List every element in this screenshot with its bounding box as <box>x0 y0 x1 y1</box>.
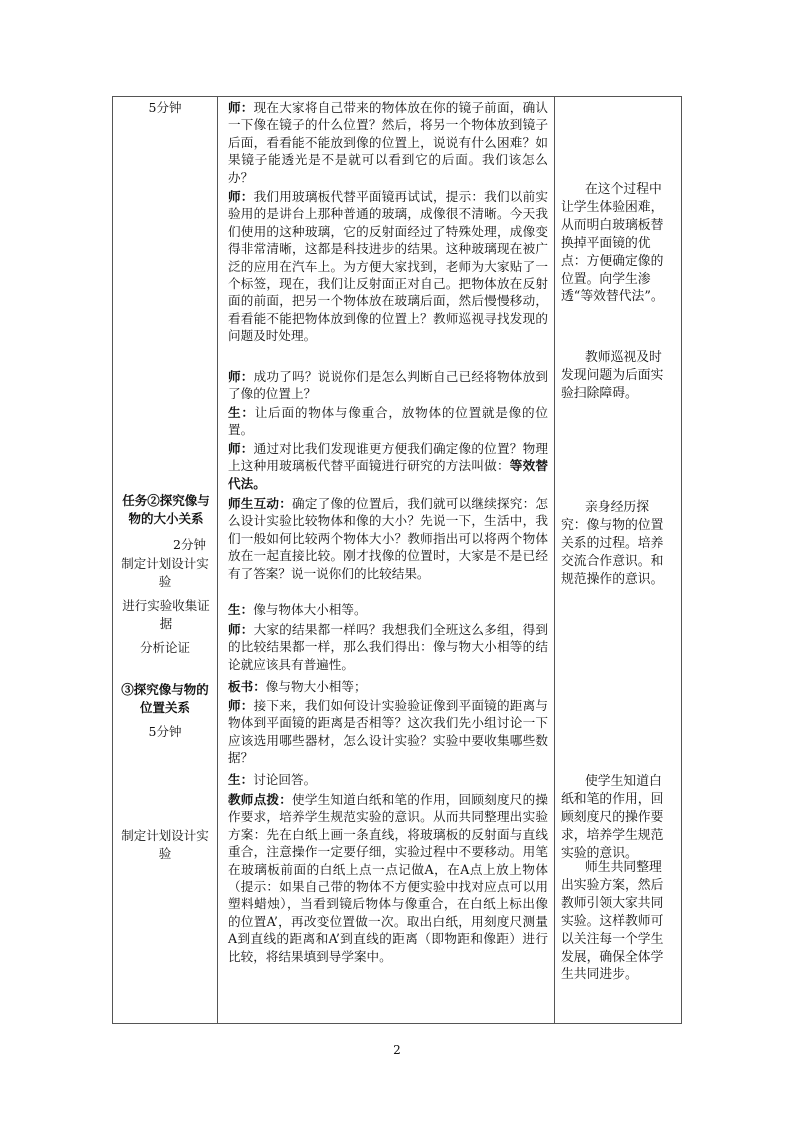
task2-heading: 任务②探究像与物的大小关系 <box>122 493 210 526</box>
intent-text: 使学生知道白纸和笔的作用，回顾刻度尺的操作要求，培养学生规范实验的意识。 <box>561 774 664 861</box>
paragraph-text: 大家的结果都一样吗？我想我们全班这么多组，得到的比较结果都一样，那么我们得出：像与物大小相等的结论就应该具有普遍性。 <box>228 622 549 672</box>
design-intent-column <box>555 97 682 1024</box>
speaker-label: 师： <box>228 698 254 713</box>
paragraph <box>228 601 548 618</box>
lesson-plan-table <box>112 96 682 1024</box>
paragraph-text: 像与物大小相等； <box>265 679 367 694</box>
intent-note <box>561 181 673 306</box>
paragraph <box>228 188 548 345</box>
term-bold: 等效替代法。 <box>228 458 549 491</box>
speaker-label: 生： <box>228 602 254 617</box>
speaker-label: 师： <box>228 189 254 204</box>
intent-text: 师生共同整理出实验方案，然后教师引领大家共同实验。这样教师可以关注每一个学生发展，确保全体学生共同进步。 <box>561 860 664 983</box>
step-design-2: 制定计划设计实验 <box>121 828 209 861</box>
paragraph-text: 让后面的物体与像重合，放物体的位置就是像的位置。 <box>228 405 549 438</box>
speaker-label: 生： <box>228 405 255 420</box>
time-label: 5分钟 <box>148 100 182 115</box>
paragraph <box>228 791 548 965</box>
task2-time: 2分钟 <box>173 537 206 552</box>
speaker-label: 板书： <box>228 679 266 694</box>
task3-time: 5分钟 <box>148 724 182 739</box>
page-number: 2 <box>393 1043 401 1057</box>
speaker-label: 师： <box>228 622 254 637</box>
paragraph <box>228 368 548 403</box>
speaker-label: 生： <box>228 772 254 787</box>
intent-text: 亲身经历探究：像与物的位置关系的过程。培养交流合作意识。和规范操作的意识。 <box>561 500 664 587</box>
paragraph-text: 通过对比我们发现谁更方便我们确定像的位置？物理上这种用玻璃板代替平面镜进行研究的方法叫做： <box>228 441 549 474</box>
intent-text: 在这个过程中让学生体验困难，从而明白玻璃板替换掉平面镜的优点：方便确定像的位置。向学生渗透“等效替代法”。 <box>561 182 664 305</box>
speaker-label: 师： <box>228 441 254 456</box>
paragraph-text: 现在大家将自己带来的物体放在你的镜子前面，确认一下像在镜子的什么位置？然后，将另一个物体放到镜子后面，看看能不能放到像的位置上，说说有什么困难？如果镜子能透光是不是就可以看到它的后面。我们该怎么办？ <box>228 100 549 185</box>
paragraph-text: 成功了吗？说说你们是怎么判断自己已经将物体放到了像的位置上？ <box>228 369 549 402</box>
paragraph-text: 讨论回答。 <box>253 772 317 787</box>
paragraph <box>228 697 548 767</box>
intent-note <box>561 349 673 403</box>
paragraph-text: 接下来，我们如何设计实验验证像到平面镜的距离与物体到平面镜的距离是否相等？这次我们先小组讨论一下应该选用哪些器材，怎么设计实验？实验中要收集哪些数据？ <box>228 698 549 766</box>
step-analyze: 分析论证 <box>139 640 190 655</box>
task3-heading: ③探究像与物的位置关系 <box>121 682 209 715</box>
paragraph-text: 我们用玻璃板代替平面镜再试试，提示：我们以前实验用的是讲台上那种普通的玻璃，成像很不清晰。今天我们使用的这种玻璃，它的反射面经过了特殊处理，成像变得非常清晰，这都是科技进步的结果。这种玻璃现在被广泛的应用在汽车上。为方便大家找到，老师为大家贴了一个标签，现在，我们让反射面正对自己。把物体放在反射面的前面，把另一个物体放在玻璃后面，然后慢慢移动，看看能不能把物体放到像的位置上？教师巡视寻找发现的问题及时处理。 <box>228 189 549 344</box>
paragraph-text: 确定了像的位置后，我们就可以继续探究：怎么设计实验比较物体和像的大小？先说一下，生活中，我们一般如何比较两个物体大小？教师指出可以将两个物体放在一起直接比较。刚才找像的位置时，大家是不是已经有了答案？说一说你们的比较结果。 <box>228 496 549 581</box>
paragraph-text: 像与物体大小相等。 <box>253 602 367 617</box>
speaker-label: 师： <box>228 369 254 384</box>
speaker-label: 师： <box>228 100 254 115</box>
paragraph <box>228 404 548 439</box>
intent-text: 教师巡视及时发现问题为后面实验扫除障碍。 <box>561 350 664 401</box>
paragraph <box>228 678 548 695</box>
paragraph <box>228 440 548 492</box>
paragraph <box>228 621 548 673</box>
table-row <box>113 97 682 1024</box>
paragraph <box>228 99 548 186</box>
intent-note <box>561 773 673 863</box>
intent-note <box>561 859 673 984</box>
step-design: 制定计划设计实验 <box>121 556 209 589</box>
speaker-label: 师生互动： <box>228 496 293 511</box>
paragraph-text: 使学生知道白纸和笔的作用，回顾刻度尺的操作要求，培养学生规范实验的意识。从而共同整理出实验方案：先在白纸上画一条直线，将玻璃板的反射面与直线重合，注意操作一定要仔细，实验过程中不要移动。用笔在玻璃板前面的白纸上点一点记做A，在A点上放上物体（提示：如果自己带的物体不方便实验中找对应点可以用塑料蜡烛），当看到镜后物体与像重合，在白纸上标出像的位置A’，再改变位置做一次。取出白纸，用刻度尺测量A到直线的距离和A’到直线的距离（即物距和像距）进行比较，将结果填到导学案中。 <box>228 792 549 964</box>
activity-column <box>218 97 555 1024</box>
speaker-label: 教师点拨： <box>228 792 293 807</box>
paragraph <box>228 495 548 582</box>
paragraph <box>228 771 548 788</box>
step-collect: 进行实验收集证据 <box>122 598 210 631</box>
intent-note <box>561 499 673 589</box>
stage-column <box>113 97 218 1024</box>
